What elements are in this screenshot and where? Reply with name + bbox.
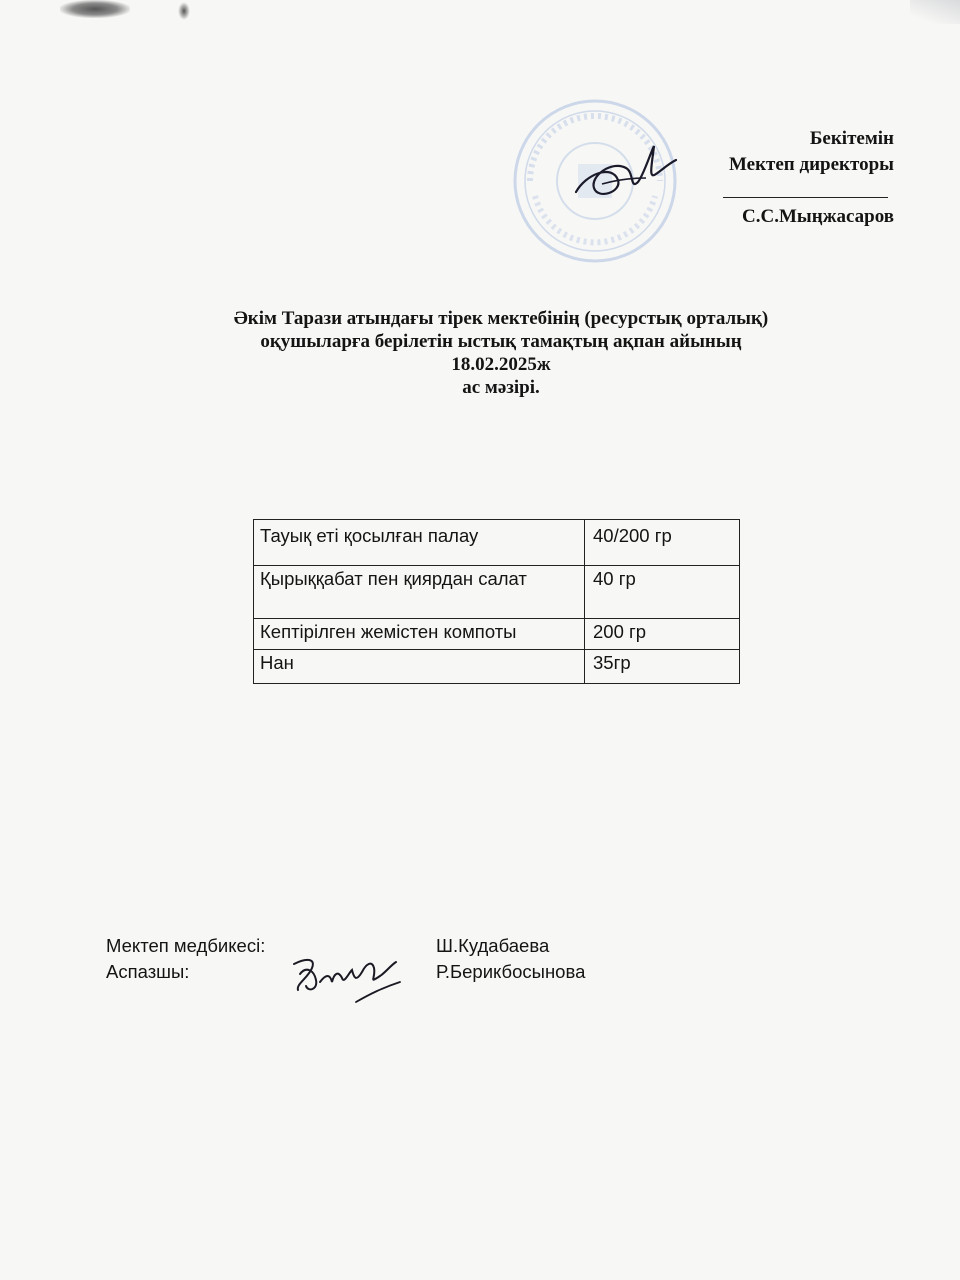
table-row (254, 520, 740, 566)
photo-smudge (60, 0, 130, 18)
document-title (0, 307, 960, 399)
signature-underline (723, 197, 888, 198)
staff-role: Мектеп медбикесі: (106, 935, 266, 956)
title-date: 18.02.2025ж (451, 354, 551, 375)
staff-signatures (106, 933, 646, 985)
staff-role: Аспазшы: (106, 961, 190, 982)
menu-table (253, 519, 740, 684)
table-row (254, 650, 740, 684)
dish-name: Нан (254, 650, 585, 684)
title-line-1: Әкім Тарази атындағы тірек мектебінің (ресурстық орталық) (233, 308, 769, 329)
approval-block (634, 126, 894, 230)
staff-name: Р.Берикбосынова (436, 961, 586, 982)
approval-signature-line (634, 178, 894, 230)
dish-portion: 200 гр (585, 619, 740, 650)
dish-name: Тауық еті қосылған палау (254, 520, 585, 566)
list-item (106, 959, 646, 985)
approval-heading: Бекітемін (809, 128, 894, 149)
list-item (106, 933, 646, 959)
title-line-2: оқушыларға берілетін ыстық тамақтың ақпан айының (260, 331, 742, 352)
dish-name: Қырыққабат пен қиярдан салат (254, 566, 585, 619)
dish-name: Кептірілген жемістен компоты (254, 619, 585, 650)
staff-name: Ш.Кудабаева (436, 935, 550, 956)
director-name: С.С.Мыңжасаров (742, 206, 894, 227)
title-line-4: ас мәзірі. (462, 377, 540, 398)
approval-position: Мектеп директоры (728, 154, 894, 175)
photo-smudge-small (178, 2, 190, 20)
table-row (254, 566, 740, 619)
dish-portion: 40 гр (585, 566, 740, 619)
photo-corner-shadow (910, 0, 960, 24)
table-row (254, 619, 740, 650)
dish-portion: 35гр (585, 650, 740, 684)
dish-portion: 40/200 гр (585, 520, 740, 566)
